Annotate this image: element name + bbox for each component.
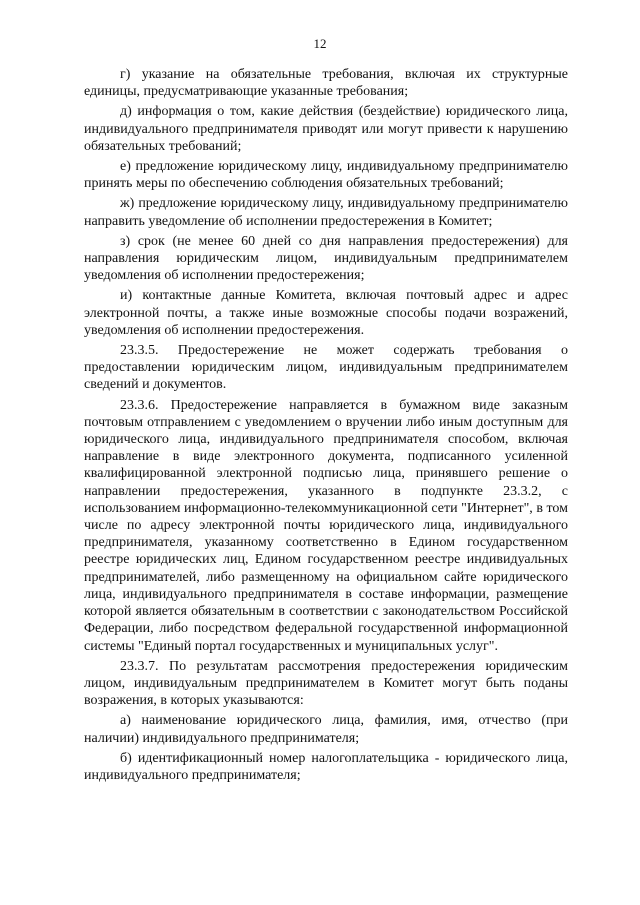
clause-23-3-5: 23.3.5. Предостережение не может содержать требования о предоставлении юридическим лицом, индивидуальным предпринимателем сведений и документов. <box>84 343 568 393</box>
paragraph-z: з) срок (не менее 60 дней со дня направления предостережения) для направления юридическим лицом, индивидуальным предпринимателем уведомления об исполнении предостережения; <box>84 233 568 284</box>
paragraph-e: е) предложение юридическому лицу, индивидуальному предпринимателю принять меры по обеспечению соблюдения обязательных требований; <box>84 159 568 192</box>
clause-23-3-7: 23.3.7. По результатам рассмотрения предостережения юридическим лицом, индивидуальным предпринимателем в Комитет могут быть поданы возражения, в которых указываются: <box>84 658 568 709</box>
paragraph-d: д) информация о том, какие действия (бездействие) юридического лица, индивидуального предпринимателя приводят или могут привести к нарушению обязательных требований; <box>84 104 568 154</box>
document-body <box>84 66 568 787</box>
paragraph-zh: ж) предложение юридическому лицу, индивидуальному предпринимателю направить уведомление об исполнении предостережения в Комитет; <box>84 196 568 229</box>
page-number: 12 <box>313 36 327 51</box>
paragraph-g: г) указание на обязательные требования, включая их структурные единицы, предусматривающие указанные требования; <box>84 67 568 100</box>
paragraph-a: а) наименование юридического лица, фамилия, имя, отчество (при наличии) индивидуального предпринимателя; <box>84 713 568 746</box>
paragraph-i: и) контактные данные Комитета, включая почтовый адрес и адрес электронной почты, а также иные возможные способы подачи возражений, уведомления об исполнении предостережения. <box>84 288 568 338</box>
clause-23-3-6: 23.3.6. Предостережение направляется в бумажном виде заказным почтовым отправлением с уведомлением о вручении либо иным доступным для юридического лица, индивидуального предпринимателя способом, включая направление в виде электронного документа, подписанного усиленной квалифицированной электронной подписью лица, принявшего решение о направлении предостережения, указанного в подпункте 23.3.2, с использованием информационно-телекоммуникационной сети "Интернет", в том числе по адресу электронной почты юридического лица, индивидуального предпринимателя, указанному соответственно в Едином государственном реестре юридических лиц, Едином государственном реестре индивидуальных предпринимателей, либо размещенному на официальном сайте юридического лица, индивидуального предпринимателя в составе информации, размещение которой является обязательным в соответствии с законодательством Российской Федерации, либо посредством федеральной государственной информационной системы "Единый портал государственных и муниципальных услуг". <box>84 397 568 654</box>
paragraph-b: б) идентификационный номер налогоплательщика - юридического лица, индивидуального предпринимателя; <box>84 750 568 783</box>
